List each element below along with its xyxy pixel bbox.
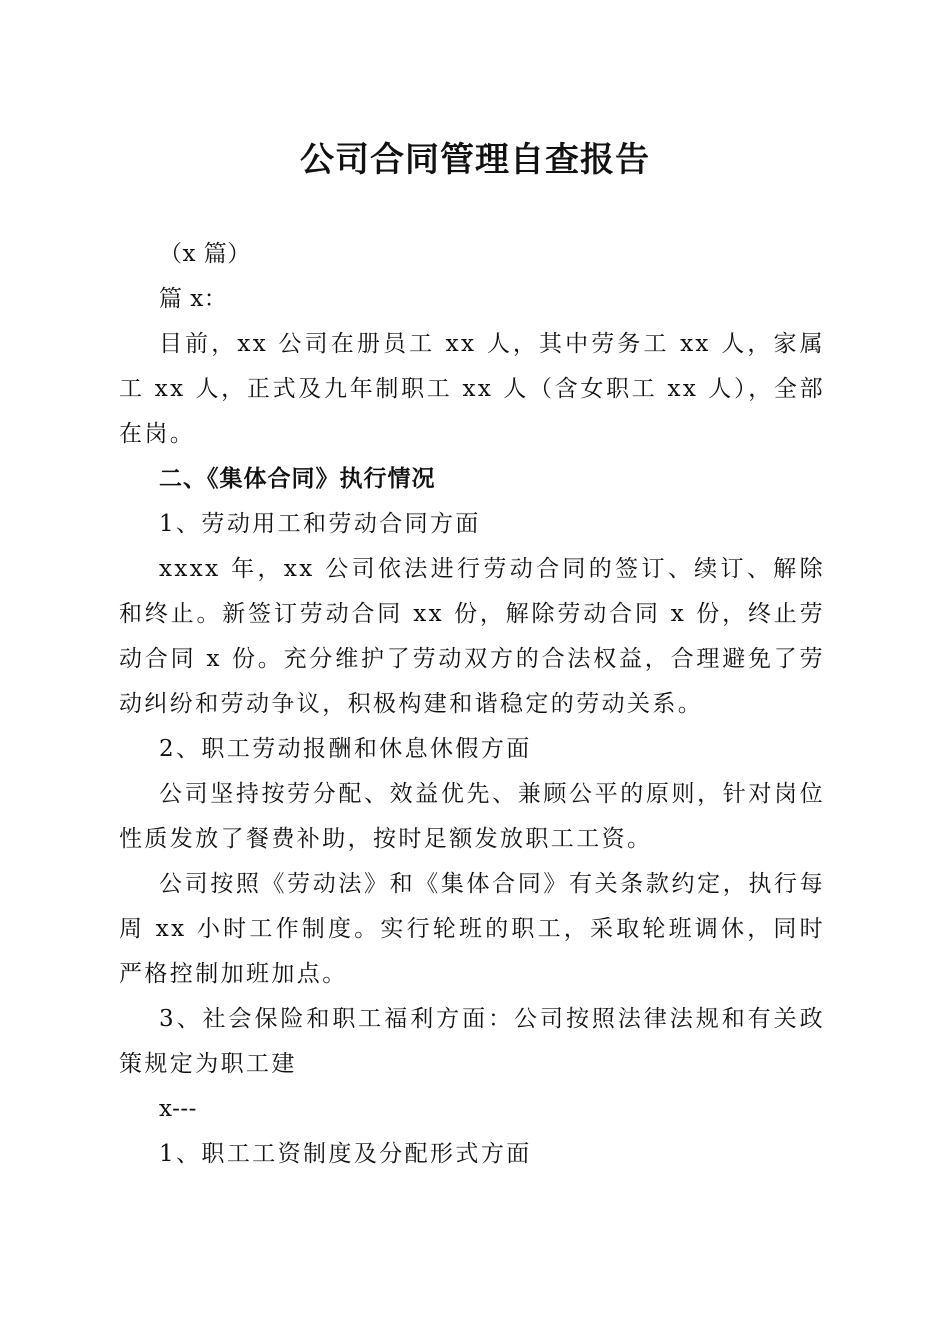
paragraph-labor-contract: xxxx 年，xx 公司依法进行劳动合同的签订、续订、解除和终止。新签订劳动合同 xx 份，解除劳动合同 x 份，终止劳动合同 x 份。充分维护了劳动双方的合法权益，合理避免了劳动纠纷和劳动争议，积极构建和谐稳定的劳动关系。 [119, 556, 825, 717]
section-heading-collective-contract: 二、《集体合同》执行情况 [159, 466, 436, 492]
paragraph-remuneration: 公司坚持按劳分配、效益优先、兼顾公平的原则，针对岗位性质发放了餐费补助，按时足额发放职工工资。 [119, 781, 825, 852]
document-title: 公司合同管理自查报告 [300, 140, 650, 180]
subheading-labor-contract: 1、劳动用工和劳动合同方面 [159, 511, 481, 537]
paragraph-staff-overview: 目前，xx 公司在册员工 xx 人，其中劳务工 xx 人，家属工 xx 人，正式及九年制职工 xx 人（含女职工 xx 人），全部在岗。 [119, 331, 825, 447]
document-body [119, 232, 825, 1177]
paragraph-working-hours: 公司按照《劳动法》和《集体合同》有关条款约定，执行每周 xx 小时工作制度。实行轮班的职工，采取轮班调休，同时严格控制加班加点。 [119, 871, 825, 987]
paragraph-part-label: （x 篇） [159, 241, 251, 267]
paragraph-social-insurance: 3、社会保险和职工福利方面：公司按照法律法规和有关政策规定为职工建 [119, 1006, 825, 1077]
paragraph-section-label: 篇 x： [159, 286, 228, 312]
subheading-remuneration: 2、职工劳动报酬和休息休假方面 [159, 736, 532, 762]
subheading-wage-system: 1、职工工资制度及分配形式方面 [159, 1141, 532, 1167]
paragraph-separator: x--- [159, 1096, 197, 1122]
